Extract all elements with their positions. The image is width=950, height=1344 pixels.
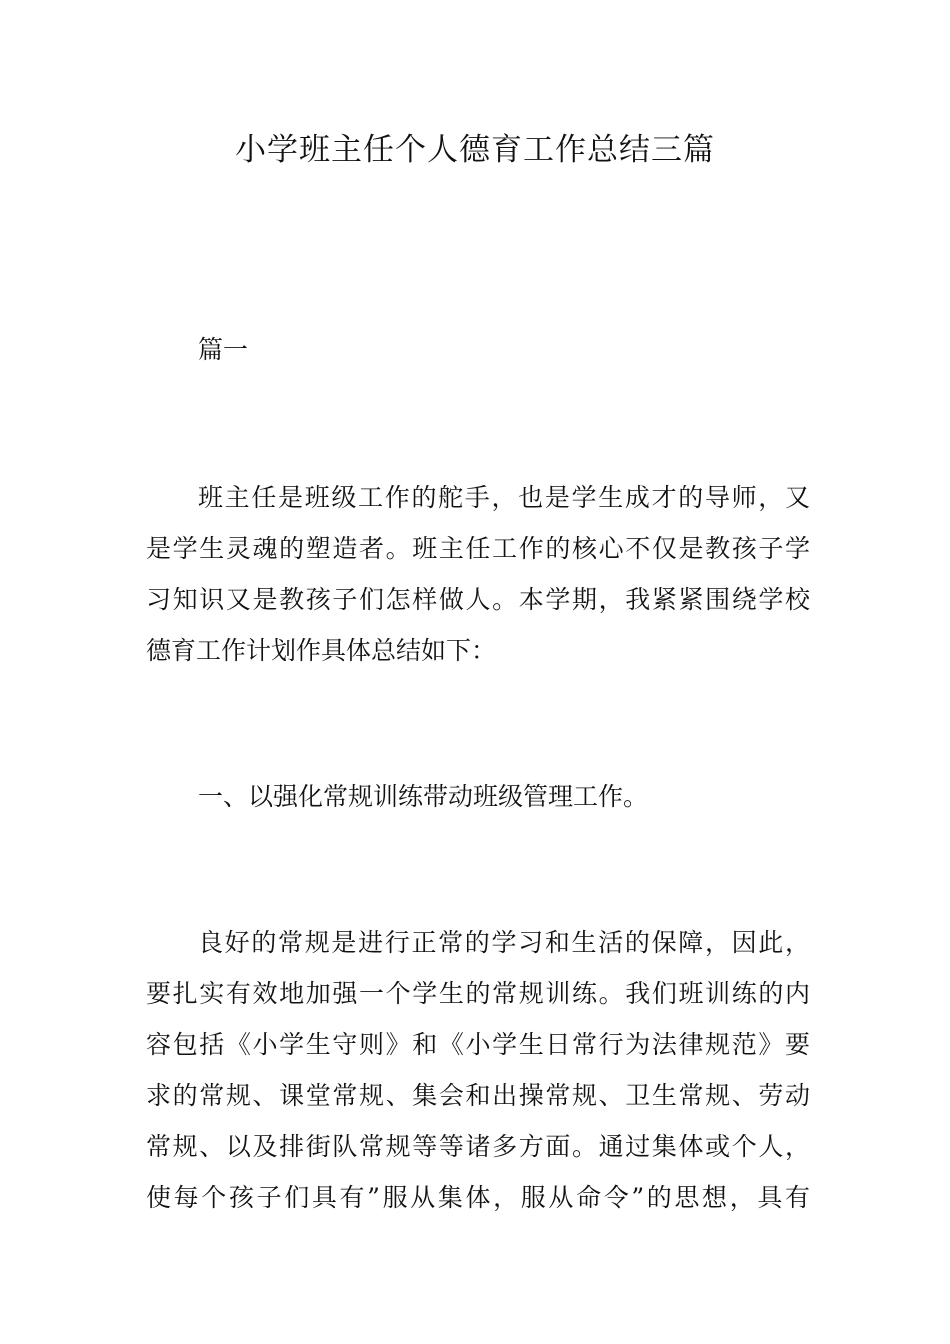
body-paragraph-line: 常规、以及排街队常规等等诸多方面。通过集体或个人， <box>146 1132 810 1161</box>
body-paragraph-line: 良好的常规是进行正常的学习和生活的保障，因此， <box>198 928 810 957</box>
intro-paragraph-line: 班主任是班级工作的舵手，也是学生成才的导师，又 <box>198 483 810 512</box>
body-paragraph-line: 求的常规、课堂常规、集会和出操常规、卫生常规、劳动 <box>146 1081 810 1110</box>
subheading: 一、以强化常规训练带动班级管理工作。 <box>198 782 649 811</box>
body-paragraph-line: 要扎实有效地加强一个学生的常规训练。我们班训练的内 <box>146 979 810 1008</box>
body-paragraph-line: 容包括《小学生守则》和《小学生日常行为法律规范》要 <box>146 1030 810 1059</box>
intro-paragraph-line: 德育工作计划作具体总结如下： <box>146 636 497 665</box>
document-title: 小学班主任个人德育工作总结三篇 <box>235 132 715 168</box>
intro-paragraph-line: 习知识又是教孩子们怎样做人。本学期，我紧紧围绕学校 <box>146 585 810 614</box>
body-paragraph-line: 使每个孩子们具有”服从集体，服从命令”的思想，具有 <box>146 1183 810 1212</box>
intro-paragraph-line: 是学生灵魂的塑造者。班主任工作的核心不仅是教孩子学 <box>146 534 810 563</box>
section-heading: 篇一 <box>198 335 249 364</box>
